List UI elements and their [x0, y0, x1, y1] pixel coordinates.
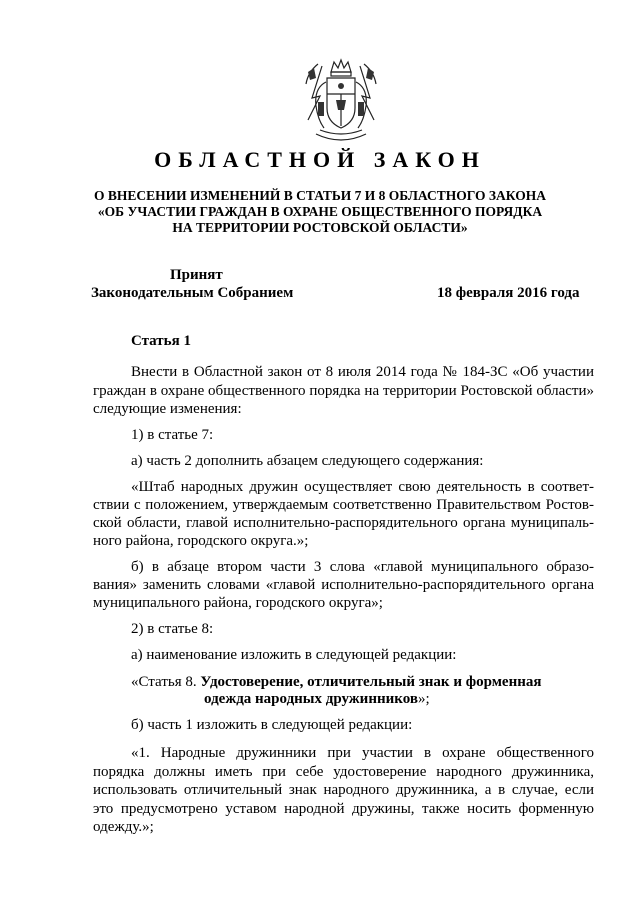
paragraph-line: одежду.»;	[93, 819, 154, 835]
list-item: 2) в статье 8:	[131, 621, 214, 637]
quote-suffix: »;	[417, 691, 430, 707]
quote-bold-text: одежда народных дружинников	[204, 691, 418, 707]
paragraph-line: б) в абзаце втором части 3 слова «главой муниципального образо-	[131, 559, 594, 575]
paragraph-line: ствии с положением, утверждаемым соответственно Правительством Ростов-	[93, 497, 594, 513]
paragraph-line: следующие изменения:	[93, 401, 242, 417]
paragraph-line: это предусмотрено уставом народной дружины, также носить форменную	[93, 801, 594, 817]
article-heading: Статья 1	[131, 333, 191, 349]
paragraph-line: муниципального района, городского округа»;	[93, 595, 383, 611]
paragraph-line: «1. Народные дружинники при участии в охране общественного	[131, 745, 594, 761]
paragraph-line: использовать отличительный знак народного дружинника, а в случае, если	[93, 782, 594, 798]
list-item: 1) в статье 7:	[131, 427, 214, 443]
paragraph-line: «Штаб народных дружин осуществляет свою деятельность в соответ-	[131, 479, 594, 495]
subtitle-line: «ОБ УЧАСТИИ ГРАЖДАН В ОХРАНЕ ОБЩЕСТВЕННОГО ПОРЯДКА	[97, 204, 543, 219]
adopted-label: Принят	[170, 267, 223, 283]
quote-prefix: «Статья 8.	[131, 674, 201, 690]
paragraph-line: Внести в Областной закон от 8 июля 2014 года № 184-ЗС «Об участии	[131, 364, 594, 380]
list-item: а) наименование изложить в следующей редакции:	[131, 647, 457, 663]
subtitle-line: О ВНЕСЕНИИ ИЗМЕНЕНИЙ В СТАТЬИ 7 И 8 ОБЛАСТНОГО ЗАКОНА	[94, 188, 546, 203]
quote-bold-text: Удостоверение, отличительный знак и форменная	[200, 674, 542, 690]
paragraph-line: граждан в охране общественного порядка на территории Ростовской области»	[93, 383, 594, 399]
paragraph-line: порядка должны иметь при себе удостоверение народного дружинника,	[93, 764, 594, 780]
paragraph-line: ного района, городского округа.»;	[93, 533, 309, 549]
law-title: ОБЛАСТНОЙ ЗАКОН	[154, 147, 486, 172]
quoted-heading	[131, 673, 594, 691]
paragraph-line: ской области, главой исполнительно-распорядительного органа муниципаль-	[93, 515, 594, 531]
paragraph-line: вания» заменить словами «главой исполнительно-распорядительного органа	[93, 577, 594, 593]
adopted-by: Законодательным Собранием	[91, 285, 294, 301]
list-item: б) часть 1 изложить в следующей редакции:	[131, 717, 413, 733]
quoted-heading-cont	[204, 690, 594, 708]
subtitle-line: НА ТЕРРИТОРИИ РОСТОВСКОЙ ОБЛАСТИ»	[172, 220, 468, 235]
coat-of-arms-emblem	[298, 58, 384, 150]
adoption-date: 18 февраля 2016 года	[437, 285, 580, 301]
law-subtitle	[80, 188, 560, 236]
list-item: а) часть 2 дополнить абзацем следующего содержания:	[131, 453, 484, 469]
